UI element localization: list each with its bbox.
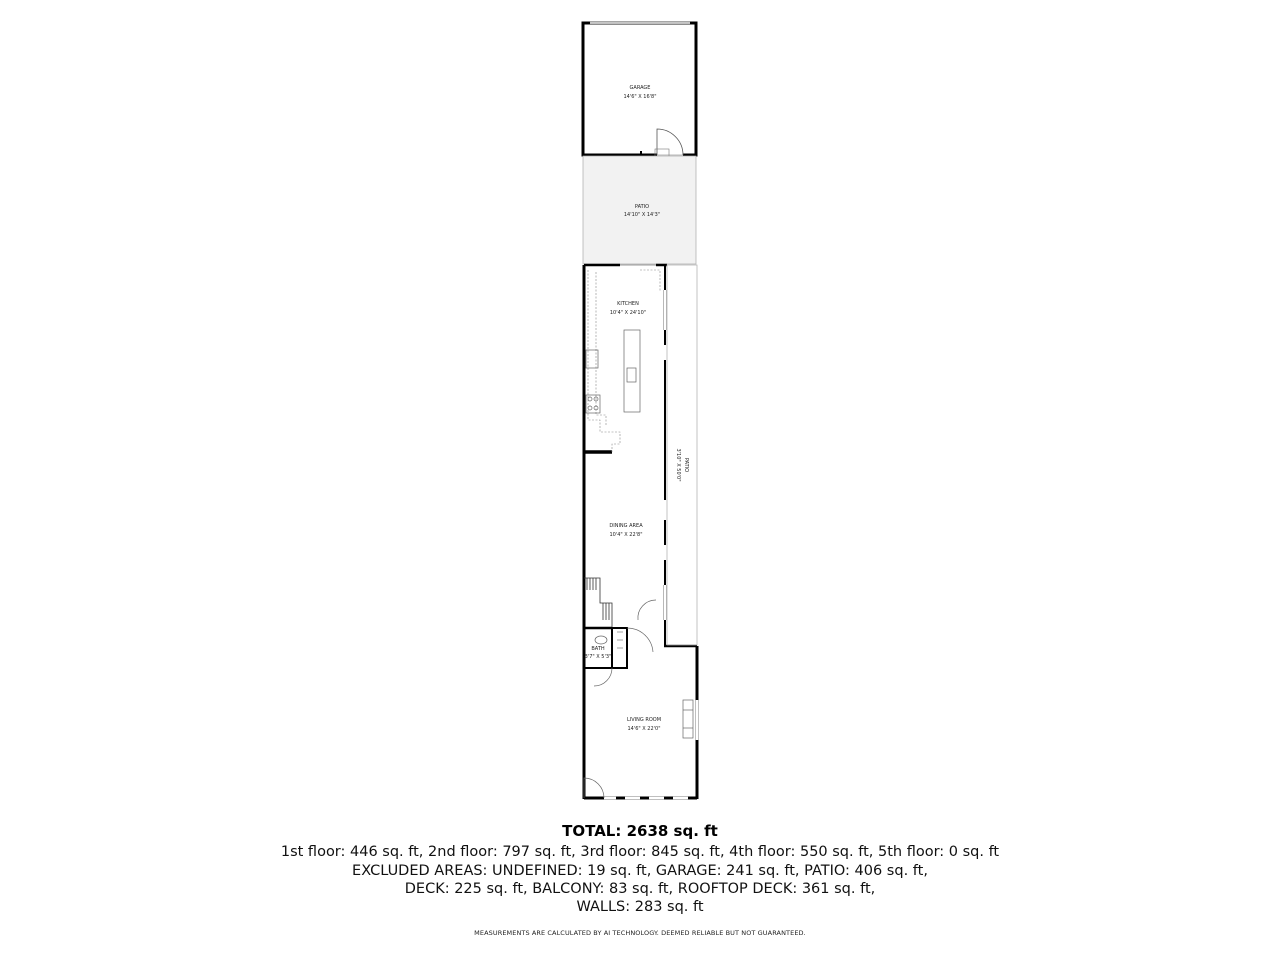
stairs [584, 578, 612, 628]
kitchen-label: KITCHEN [617, 301, 639, 307]
kitchen-dims: 10'4" X 24'10" [609, 310, 647, 316]
fireplace [683, 700, 693, 738]
patio-side-dims: 3'10" X 50'0" [675, 448, 681, 482]
patio-side-area [667, 265, 697, 645]
disclaimer: MEASUREMENTS ARE CALCULATED BY AI TECHNOLOGY. DEEMED RELIABLE BUT NOT GUARANTEED. [474, 929, 806, 937]
floor-areas: 1st floor: 446 sq. ft, 2nd floor: 797 sq. ft, 3rd floor: 845 sq. ft, 4th floor: 550 sq. ft, 5th floor: 0 sq. ft [280, 844, 1000, 860]
garage-label: GARAGE [629, 85, 651, 91]
excluded-areas-cont: DECK: 225 sq. ft, BALCONY: 83 sq. ft, ROOFTOP DECK: 361 sq. ft, [404, 881, 876, 897]
dining-label: DINING AREA [609, 523, 643, 529]
dining-dims: 10'4" X 22'8" [609, 532, 643, 538]
patio-side-label: PATIO [683, 457, 689, 473]
patio-top-area [583, 156, 696, 264]
living-dims: 14'6" X 22'0" [627, 726, 661, 732]
patio-top-label: PATIO [634, 204, 650, 210]
walls-area: WALLS: 283 sq. ft [576, 899, 704, 915]
living-label: LIVING ROOM [626, 717, 662, 723]
patio-top-dims: 14'10" X 14'3" [623, 212, 661, 218]
total-area: TOTAL: 2638 sq. ft [562, 822, 718, 840]
garage-dims: 14'6" X 16'8" [623, 94, 657, 100]
bath-dims: 3'7" X 5'3" [584, 654, 612, 660]
excluded-areas: EXCLUDED AREAS: UNDEFINED: 19 sq. ft, GARAGE: 241 sq. ft, PATIO: 406 sq. ft, [352, 863, 928, 879]
bath-label: BATH [591, 646, 605, 652]
